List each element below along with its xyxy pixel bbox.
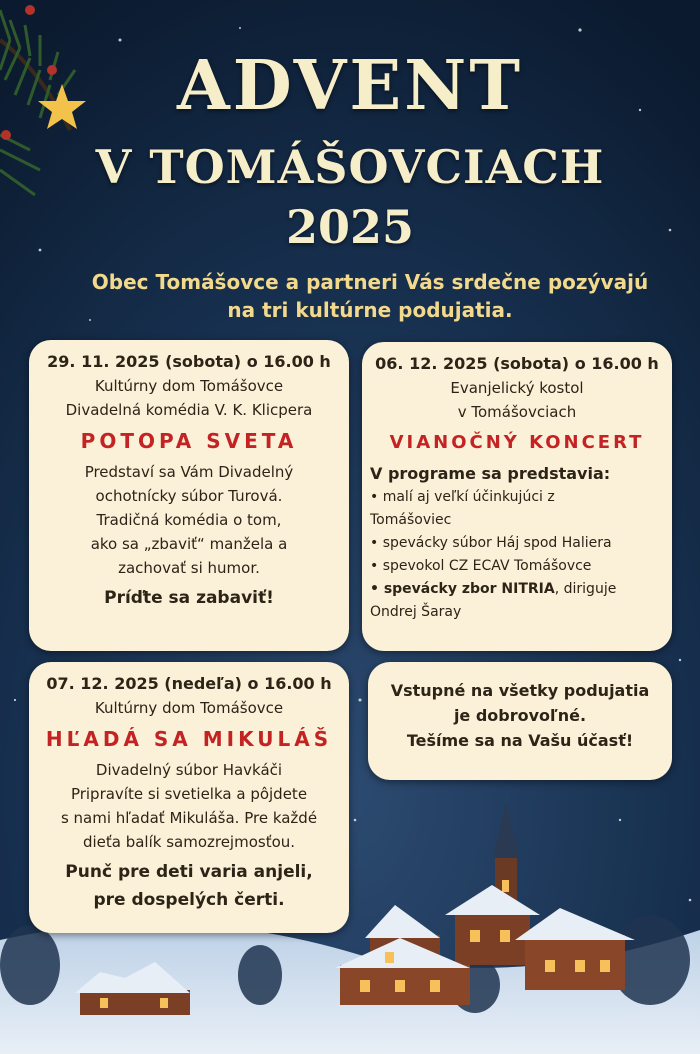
event-card-vianocny-koncert xyxy=(362,342,672,651)
event-place: Kultúrny dom Tomášovce xyxy=(94,699,284,717)
admission-info-card xyxy=(368,662,672,780)
event-desc-line: Divadelný súbor Havkáči xyxy=(95,761,283,779)
event-desc-line: ako sa „zbaviť“ manžela a xyxy=(90,535,288,553)
event-place-line: v Tomášovciach xyxy=(457,403,577,421)
program-item-bold: • spevácky zbor NITRIA xyxy=(370,581,555,597)
intro-text xyxy=(60,268,680,324)
event-desc-line: Pripravíte si svetielka a pôjdete xyxy=(70,785,308,803)
event-cta: Príďte sa zabaviť! xyxy=(104,588,274,608)
intro-line-2: na tri kultúrne podujatia. xyxy=(227,298,513,322)
event-title: VIANOČNÝ KONCERT xyxy=(389,432,645,453)
event-desc-line: zachovať si humor. xyxy=(118,559,260,577)
event-place-line: Evanjelický kostol xyxy=(450,379,584,397)
program-item-rest: , diriguje xyxy=(554,581,617,597)
event-desc-line: ochotnícky súbor Turová. xyxy=(95,487,283,505)
event-desc-line: Predstaví sa Vám Divadelný xyxy=(84,463,294,481)
poster-title-location: V TOMÁŠOVCIACH xyxy=(95,140,605,194)
admission-line: je dobrovoľné. xyxy=(453,706,587,725)
event-card-hlada-sa-mikulas xyxy=(29,662,349,933)
program-item: Ondrej Šaray xyxy=(370,604,462,620)
poster-title: ADVENT xyxy=(177,46,523,126)
intro-line-1: Obec Tomášovce a partneri Vás srdečne pozývajú xyxy=(91,270,649,294)
event-cta-line: pre dospelých čerti. xyxy=(93,890,285,910)
event-place: Kultúrny dom Tomášovce xyxy=(94,377,284,395)
event-date: 29. 11. 2025 (sobota) o 16.00 h xyxy=(47,352,331,371)
poster-title-year: 2025 xyxy=(285,200,415,254)
event-title: POTOPA SVETA xyxy=(80,429,298,453)
event-card-potopa-sveta xyxy=(29,340,349,651)
event-date: 07. 12. 2025 (nedeľa) o 16.00 h xyxy=(46,674,332,693)
program-item: Tomášoviec xyxy=(370,512,452,528)
program-item: • spevokol CZ ECAV Tomášovce xyxy=(370,558,592,574)
event-date: 06. 12. 2025 (sobota) o 16.00 h xyxy=(375,354,659,373)
event-title: HĽADÁ SA MIKULÁŠ xyxy=(45,727,333,751)
admission-line: Vstupné na všetky podujatia xyxy=(390,681,650,700)
program-heading: V programe sa predstavia: xyxy=(370,464,611,483)
event-subtitle: Divadelná komédia V. K. Klicpera xyxy=(65,401,313,419)
event-desc-line: dieťa balík samozrejmosťou. xyxy=(82,833,296,851)
closing-line: Tešíme sa na Vašu účasť! xyxy=(406,731,634,750)
event-desc-line: Tradičná komédia o tom, xyxy=(96,511,282,529)
program-item xyxy=(370,578,668,601)
program-item: • malí aj veľkí účinkujúci z xyxy=(370,489,555,505)
program-item: • spevácky súbor Háj spod Haliera xyxy=(370,535,612,551)
event-cta-line: Punč pre deti varia anjeli, xyxy=(65,862,313,882)
event-desc-line: s nami hľadať Mikuláša. Pre každé xyxy=(60,809,318,827)
